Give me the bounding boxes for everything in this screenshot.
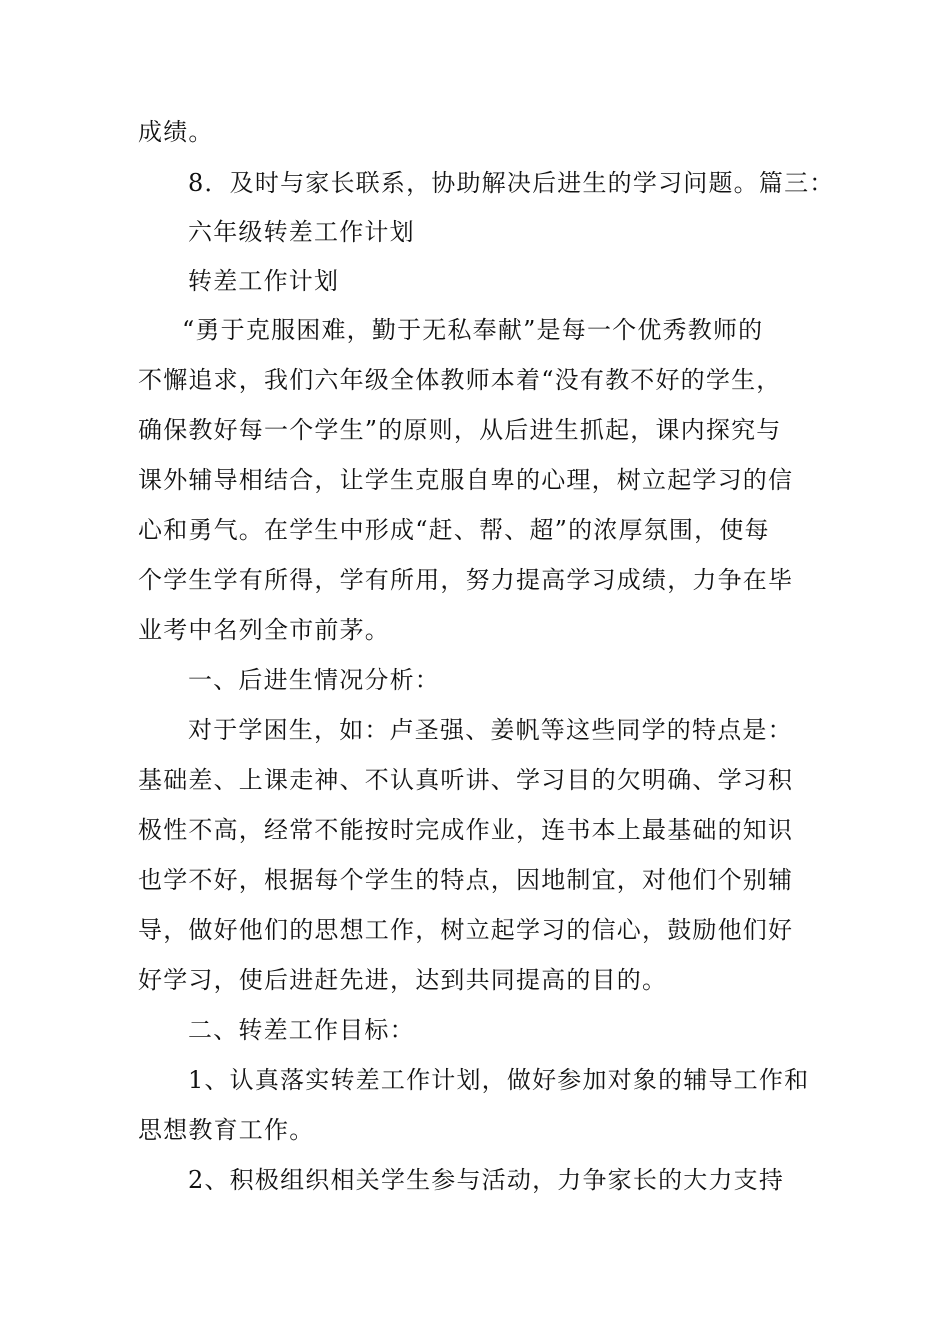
text-line-8: 课外辅导相结合，让学生克服自卑的心理，树立起学习的信 [138,466,794,494]
text-line-12: 一、后进生情况分析： [188,666,440,694]
text-line-6: 不懈追求，我们六年级全体教师本着“没有教不好的学生， [138,366,782,394]
text-line-7: 确保教好每一个学生”的原则，从后进生抓起，课内探究与 [138,416,782,444]
text-line-21: 思想教育工作。 [138,1116,315,1144]
text-line-2: 8．及时与家长联系，协助解决后进生的学习问题。篇三： [188,169,835,197]
text-line-4: 转差工作计划 [188,267,340,295]
text-line-22: 2、积极组织相关学生参与活动，力争家长的大力支持 [188,1166,785,1194]
text-line-15: 极性不高，经常不能按时完成作业，连书本上最基础的知识 [138,816,794,844]
text-line-17: 导，做好他们的思想工作，树立起学习的信心，鼓励他们好 [138,916,794,944]
text-line-1: 成绩。 [138,118,214,146]
text-line-18: 好学习，使后进赶先进，达到共同提高的目的。 [138,966,668,994]
text-line-5: “勇于克服困难，勤于无私奉献”是每一个优秀教师的 [182,316,764,344]
text-line-19: 二、转差工作目标： [188,1016,415,1044]
text-line-11: 业考中名列全市前茅。 [138,616,390,644]
text-line-13: 对于学困生，如：卢圣强、姜帆等这些同学的特点是： [188,716,793,744]
text-line-9: 心和勇气。在学生中形成“赶、帮、超”的浓厚氛围，使每 [138,516,770,544]
text-line-16: 也学不好，根据每个学生的特点，因地制宜，对他们个别辅 [138,866,794,894]
text-line-10: 个学生学有所得，学有所用，努力提高学习成绩，力争在毕 [138,566,794,594]
text-line-20: 1、认真落实转差工作计划，做好参加对象的辅导工作和 [188,1066,810,1094]
text-line-14: 基础差、上课走神、不认真听讲、学习目的欠明确、学习积 [138,766,794,794]
text-line-3: 六年级转差工作计划 [188,218,415,246]
